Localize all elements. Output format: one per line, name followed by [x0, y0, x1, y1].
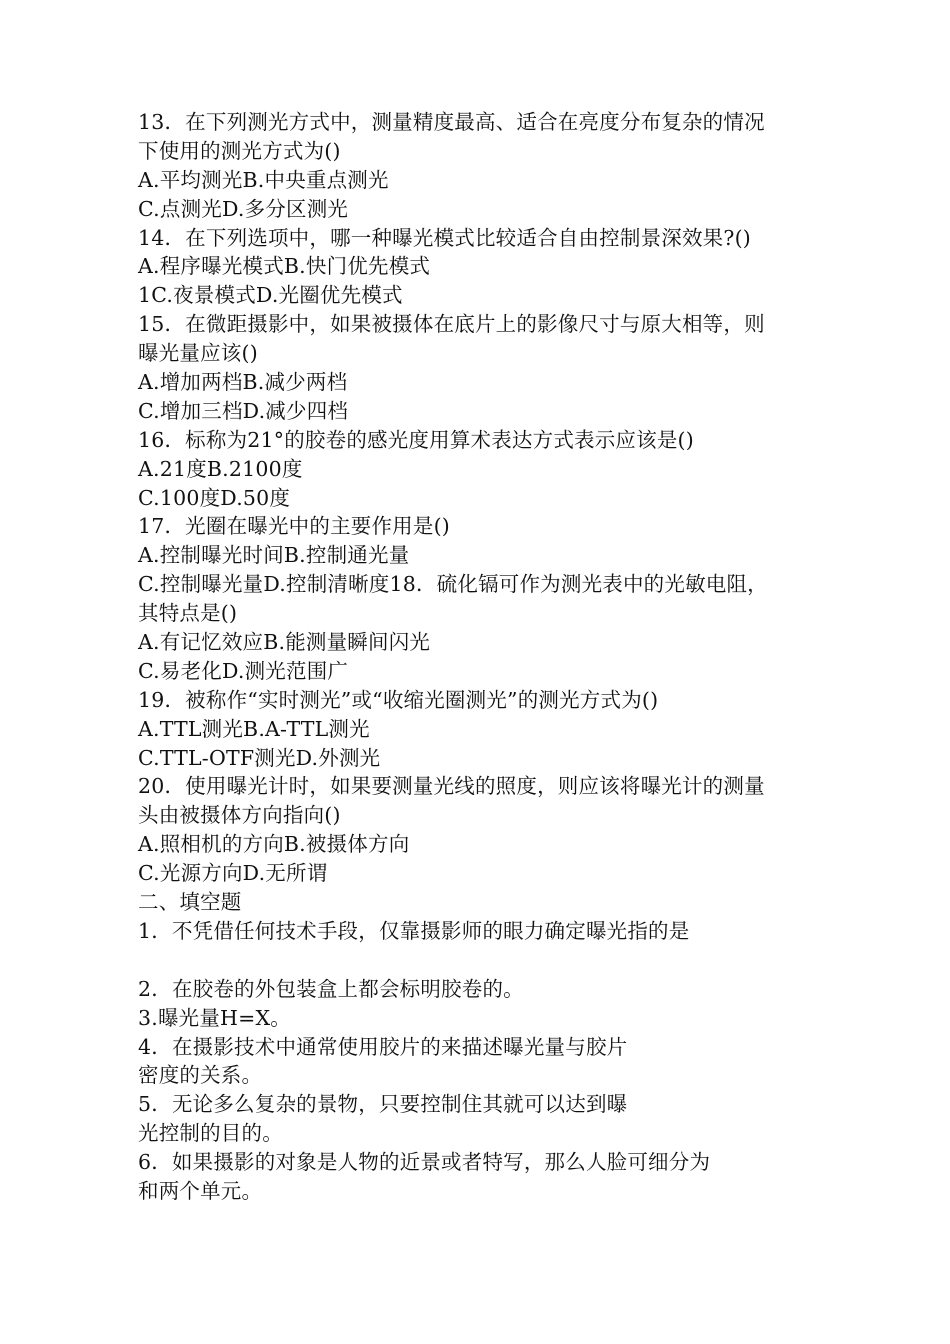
text-line: A.平均测光B.中央重点测光 — [138, 167, 389, 192]
text-line: C.增加三档D.减少四档 — [138, 398, 349, 423]
text-line: C.光源方向D.无所谓 — [138, 861, 328, 886]
document-body — [138, 108, 828, 1206]
text-line: 15．在微距摄影中，如果被摄体在底片上的影像尺寸与原大相等，则 — [138, 312, 765, 337]
text-line: A.21度B.2100度 — [138, 456, 303, 481]
text-line: A.照相机的方向B.被摄体方向 — [138, 832, 410, 857]
text-line: C.100度D.50度 — [138, 485, 291, 510]
text-line: C.TTL-OTF测光D.外测光 — [138, 745, 381, 770]
text-line: 1C.夜景模式D.光圈优先模式 — [138, 283, 403, 308]
text-line: 曝光量应该() — [138, 341, 258, 366]
text-line: 光控制的目的。 — [138, 1121, 283, 1146]
text-line: 1．不凭借任何技术手段，仅靠摄影师的眼力确定曝光指的是 — [138, 918, 690, 943]
text-line: 5．无论多么复杂的景物，只要控制住其就可以达到曝 — [138, 1092, 628, 1117]
text-line: A.有记忆效应B.能测量瞬间闪光 — [138, 630, 431, 655]
text-line: 4．在摄影技术中通常使用胶片的来描述曝光量与胶片 — [138, 1034, 628, 1059]
text-line: C.点测光D.多分区测光 — [138, 196, 349, 221]
text-line: 下使用的测光方式为() — [138, 138, 341, 163]
text-line: A.TTL测光B.A-TTL测光 — [138, 716, 370, 741]
text-line: 和两个单元。 — [138, 1178, 263, 1203]
text-line: 头由被摄体方向指向() — [138, 803, 341, 828]
text-line: 17．光圈在曝光中的主要作用是() — [138, 514, 450, 539]
text-line: 密度的关系。 — [138, 1063, 263, 1088]
text-line: 16．标称为21°的胶卷的感光度用算术表达方式表示应该是() — [138, 427, 694, 452]
text-line: 13．在下列测光方式中，测量精度最高、适合在亮度分布复杂的情况 — [138, 110, 765, 134]
text-line: 3.曝光量H=X。 — [138, 1005, 292, 1030]
text-line: 6．如果摄影的对象是人物的近景或者特写，那么人脸可细分为 — [138, 1150, 711, 1175]
text-line: 19．被称作“实时测光”或“收缩光圈测光”的测光方式为() — [138, 687, 659, 712]
text-line: C.易老化D.测光范围广 — [138, 658, 349, 683]
section-heading: 二、填空题 — [138, 890, 242, 915]
blank-line — [138, 946, 828, 975]
text-line: 2．在胶卷的外包装盒上都会标明胶卷的。 — [138, 976, 524, 1001]
text-line: A.增加两档B.减少两档 — [138, 370, 348, 395]
text-line: C.控制曝光量D.控制清晰度18．硫化镉可作为测光表中的光敏电阻， — [138, 572, 768, 597]
text-line: 14．在下列选项中，哪一种曝光模式比较适合自由控制景深效果?() — [138, 225, 751, 250]
text-line: 20．使用曝光计时，如果要测量光线的照度，则应该将曝光计的测量 — [138, 774, 765, 799]
text-line: 其特点是() — [138, 601, 238, 626]
text-line: A.程序曝光模式B.快门优先模式 — [138, 254, 431, 279]
text-line: A.控制曝光时间B.控制通光量 — [138, 543, 410, 568]
